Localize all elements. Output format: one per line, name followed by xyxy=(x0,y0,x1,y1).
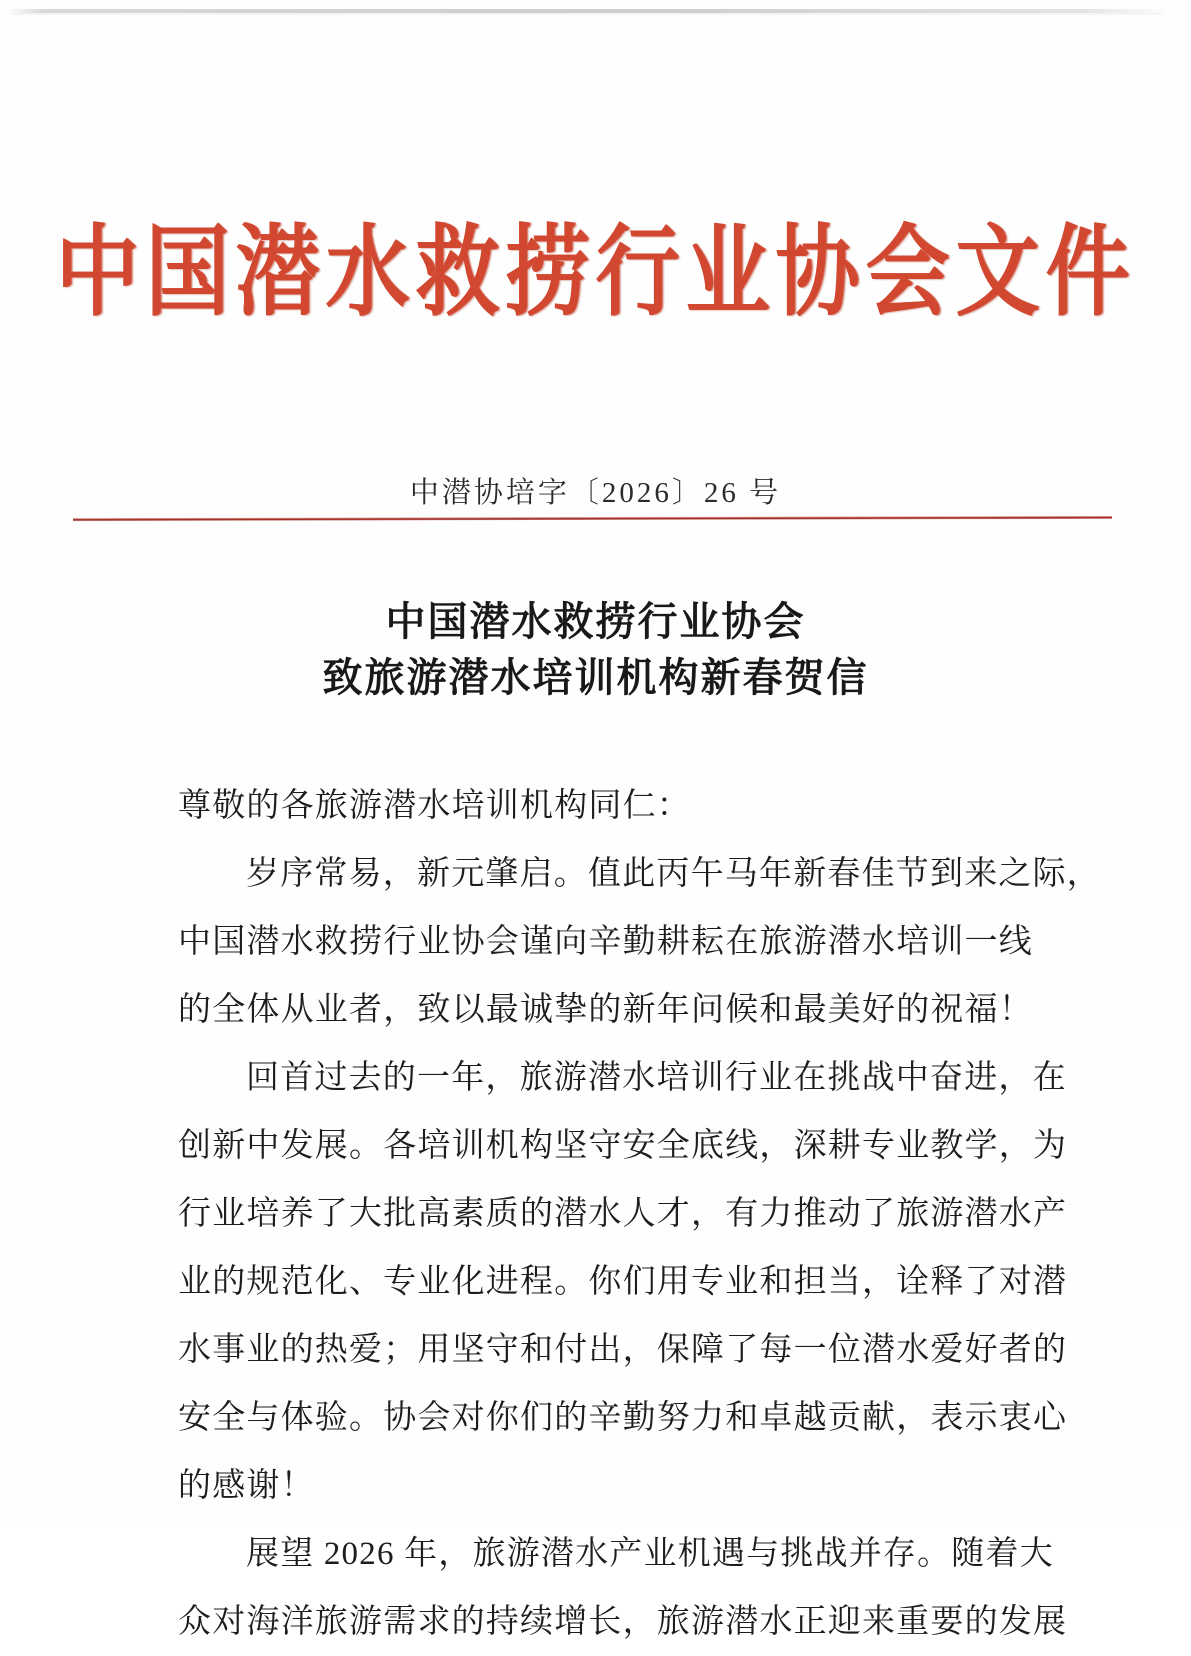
document-title xyxy=(0,594,1191,706)
paragraph-1-line-2: 中国潜水救捞行业协会谨向辛勤耕耘在旅游潜水培训一线 xyxy=(178,924,1033,960)
masthead-title: 中国潜水救捞行业协会文件 xyxy=(55,212,1136,330)
salutation: 尊敬的各旅游潜水培训机构同仁： xyxy=(178,788,691,824)
paragraph-1-line-1: 岁序常易，新元肇启。值此丙午马年新春佳节到来之际， xyxy=(246,856,1101,892)
masthead xyxy=(0,212,1191,330)
document-number: 中潜协培字〔2026〕26 号 xyxy=(409,477,782,509)
paragraph-2-line-6: 安全与体验。协会对你们的辛勤努力和卓越贡献，表示衷心 xyxy=(178,1400,1068,1436)
paragraph-3-line-1: 展望 2026 年，旅游潜水产业机遇与挑战并存。随着大 xyxy=(246,1536,1054,1572)
paragraph-2-line-2: 创新中发展。各培训机构坚守安全底线，深耕专业教学，为 xyxy=(178,1128,1068,1164)
red-divider-rule xyxy=(73,516,1112,521)
paragraph-2-line-4: 业的规范化、专业化进程。你们用专业和担当，诠释了对潜 xyxy=(178,1264,1068,1300)
paragraph-2-line-3: 行业培养了大批高素质的潜水人才，有力推动了旅游潜水产 xyxy=(178,1196,1068,1232)
paragraph-1-line-3: 的全体从业者，致以最诚挚的新年问候和最美好的祝福！ xyxy=(178,992,1033,1028)
paragraph-2-line-5: 水事业的热爱；用坚守和付出，保障了每一位潜水爱好者的 xyxy=(178,1332,1068,1368)
document-title-line-1: 中国潜水救捞行业协会 xyxy=(385,598,806,645)
scan-edge-artifact-secondary xyxy=(12,13,1162,15)
page-bottom-clip xyxy=(0,1524,1191,1530)
paragraph-2-line-7: 的感谢！ xyxy=(178,1468,315,1504)
paragraph-3-line-2: 众对海洋旅游需求的持续增长，旅游潜水正迎来重要的发展 xyxy=(178,1604,1068,1640)
document-title-line-2: 致旅游潜水培训机构新春贺信 xyxy=(322,654,869,701)
paragraph-2-line-1: 回首过去的一年，旅游潜水培训行业在挑战中奋进，在 xyxy=(246,1060,1067,1096)
